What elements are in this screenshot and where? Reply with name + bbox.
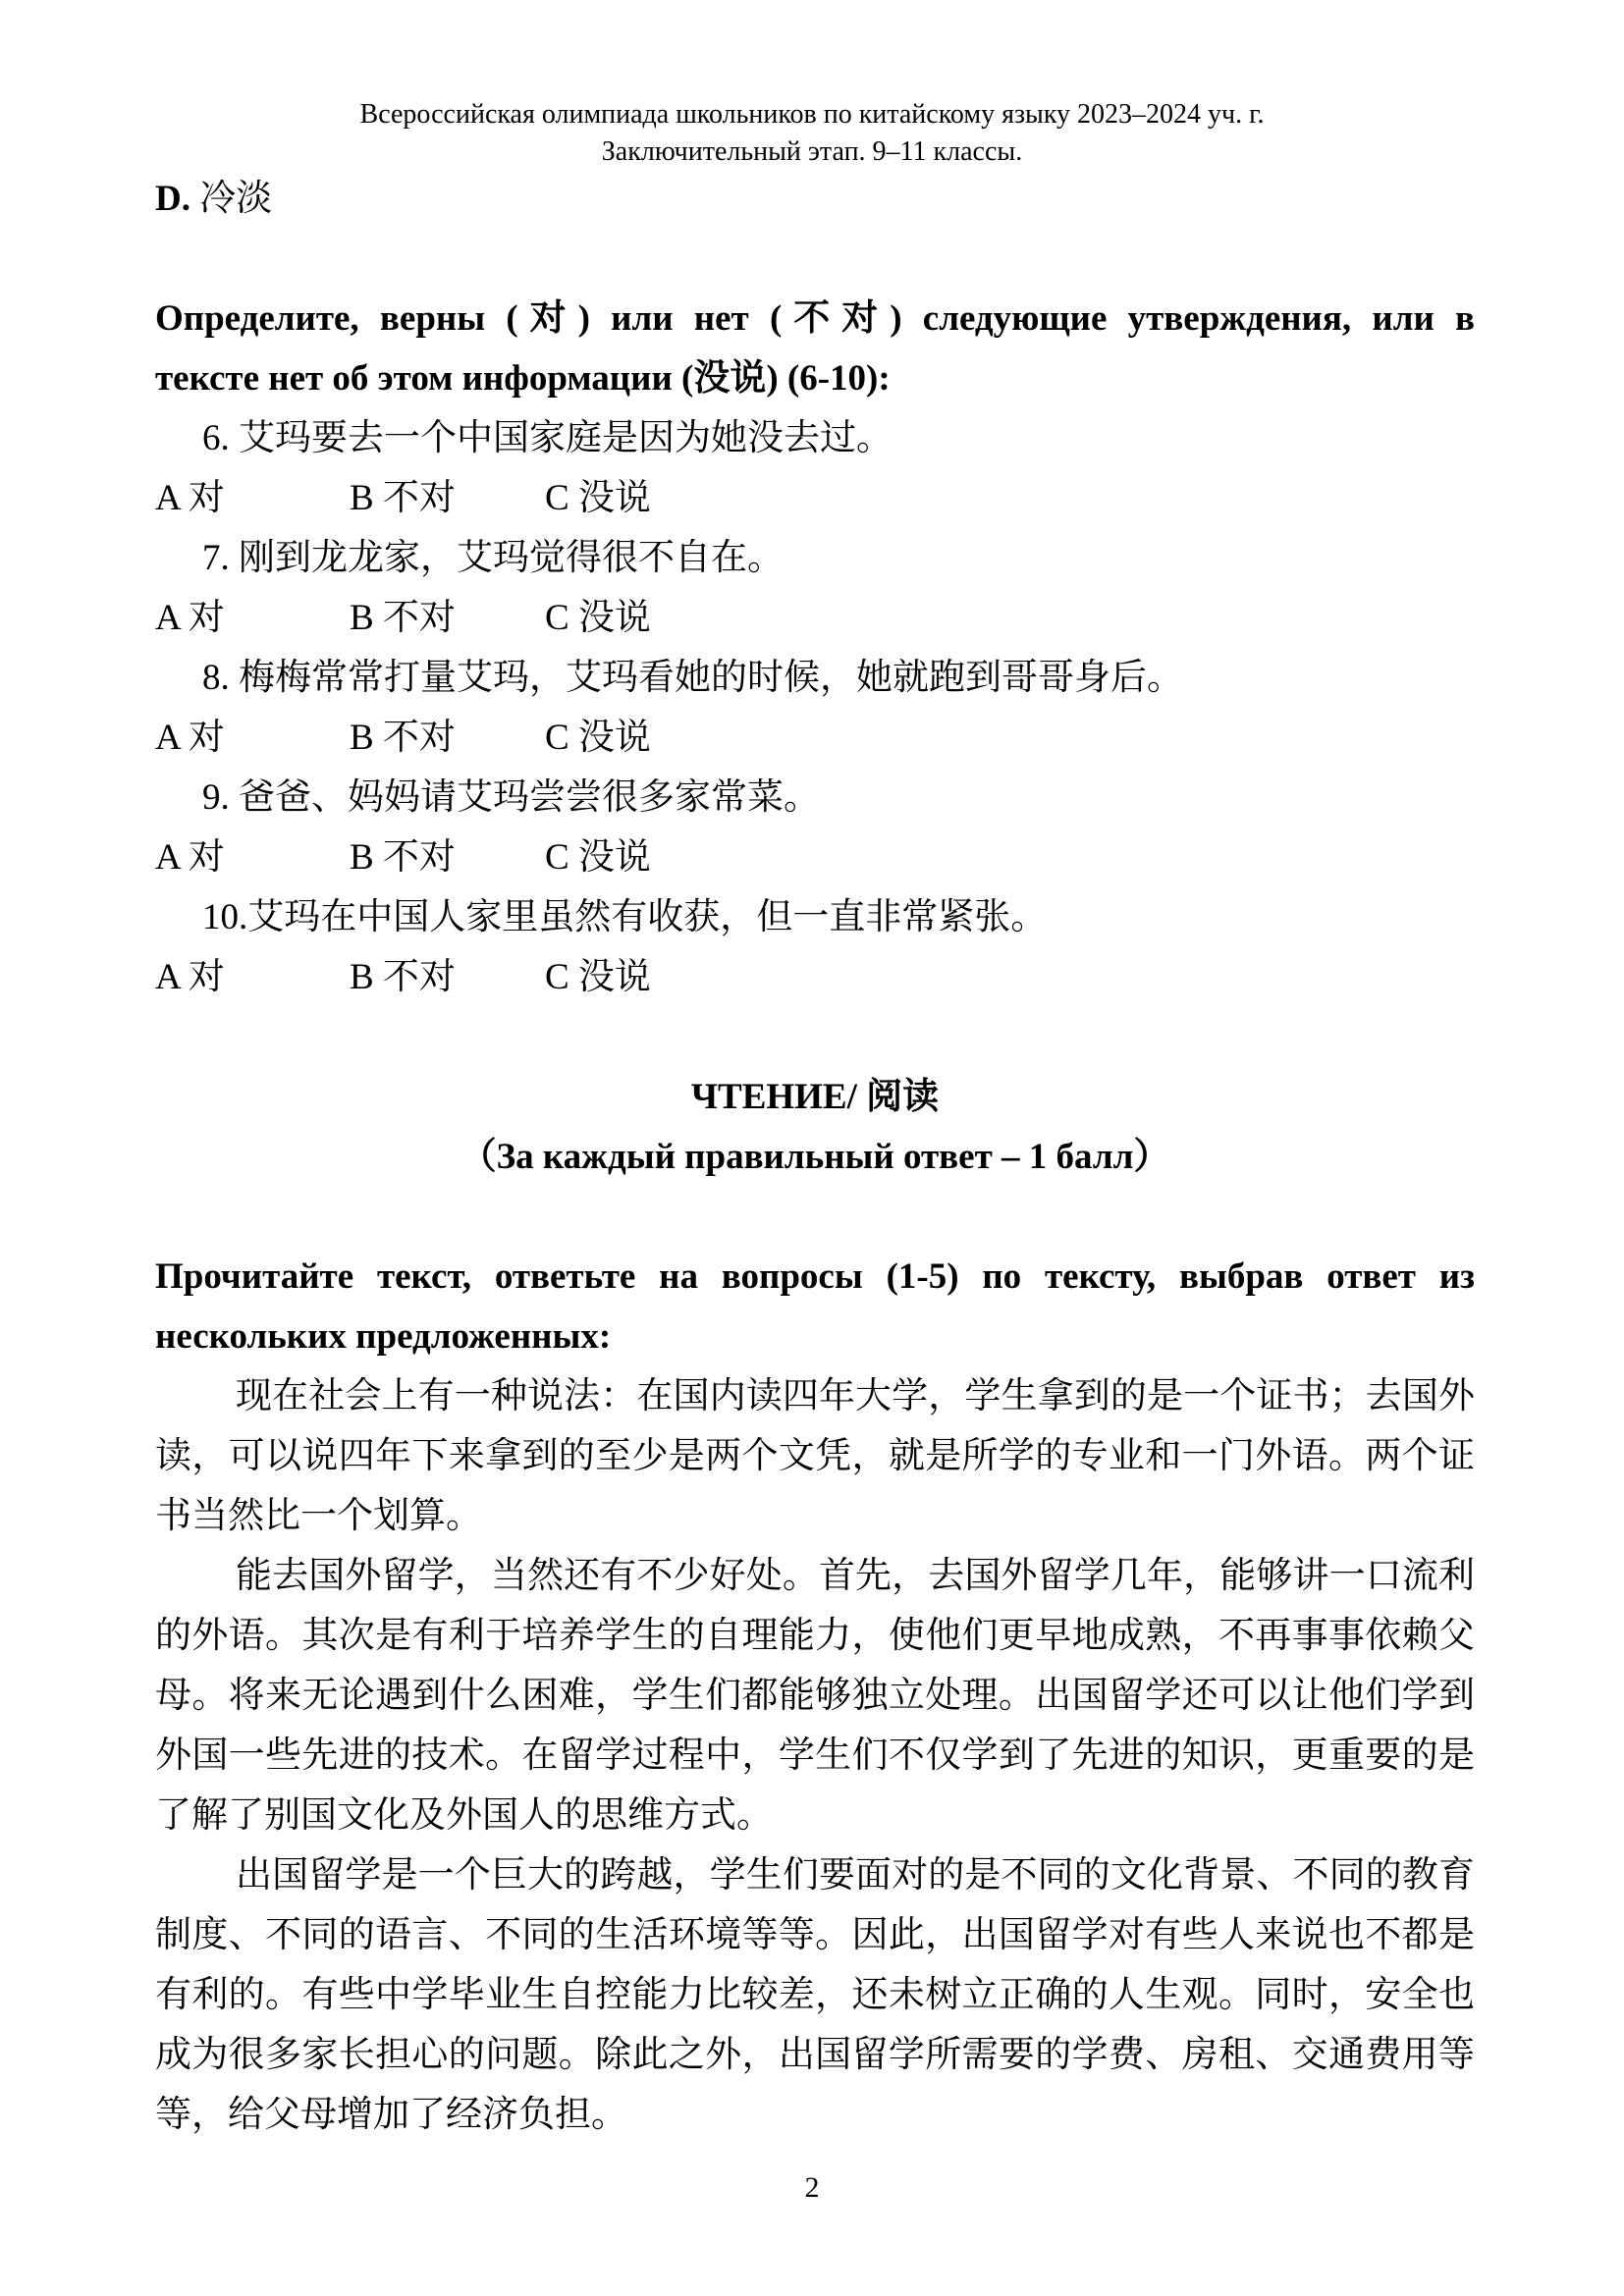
option-b: B 不对 [350, 478, 456, 518]
reading-section-subtitle: （За каждый правильный ответ – 1 балл） [460, 1137, 1170, 1177]
tf-question-block [155, 768, 1475, 887]
reading-paragraph-2: 能去国外留学，当然还有不少好处。首先，去国外留学几年，能够讲一口流利的外语。其次是有利于培养学生的自理能力，使他们更早地成熟，不再事事依赖父母。将来无论遇到什么困难，学生们都能够独立处理。出国留学还可以让他们学到外国一些先进的技术。在留学过程中，学生们不仅学到了先进的知识，更重要的是了解了别国文化及外国人的思维方式。 [155, 1556, 1475, 1836]
tf-question-block [155, 648, 1475, 768]
reading-paragraph-1: 现在社会上有一种说法：在国内读四年大学，学生拿到的是一个证书；去国外读，可以说四年下来拿到的至少是两个文凭，就是所学的专业和一门外语。两个证书当然比一个划算。 [155, 1376, 1475, 1536]
option-b: B 不对 [350, 718, 456, 758]
tf-instruction-line-1: Определите, верны (对) или нет (不对) следующие утверждения, или в [155, 298, 1475, 339]
answer-options-9 [155, 828, 1475, 887]
option-a: A 对 [155, 478, 225, 518]
reading-section-title: ЧТЕНИЕ/ 阅读 [690, 1077, 940, 1117]
tf-question-block [155, 887, 1475, 1007]
option-a: A 对 [155, 837, 225, 878]
tf-question-7: 7. 刚到龙龙家，艾玛觉得很不自在。 [202, 538, 784, 578]
option-c: C 没说 [545, 718, 651, 758]
header-olympiad-title: Всероссийская олимпиада школьников по китайскому языку 2023–2024 уч. г. [359, 99, 1265, 130]
header-stage: Заключительный этап. 9–11 классы. [601, 136, 1023, 167]
tf-question-10: 10.艾玛在中国人家里虽然有收获，但一直非常紧张。 [202, 897, 1048, 937]
tf-question-8: 8. 梅梅常常打量艾玛，艾玛看她的时候，她就跑到哥哥身后。 [202, 658, 1183, 698]
reading-instruction-line-2: нескольких предложенных: [155, 1316, 612, 1357]
answer-options-8 [155, 708, 1475, 768]
reading-instruction-line-1: Прочитайте текст, ответьте на вопросы (1-5) по тексту, выбрав ответ из [155, 1256, 1475, 1297]
page-number: 2 [804, 2171, 820, 2204]
tf-question-6: 6. 艾玛要去一个中国家庭是因为她没去过。 [202, 418, 893, 458]
page-header [0, 96, 1624, 171]
option-c: C 没说 [545, 957, 651, 997]
tf-question-block [155, 528, 1475, 648]
option-b: B 不对 [350, 957, 456, 997]
option-b: B 不对 [350, 837, 456, 878]
option-a: A 对 [155, 957, 225, 997]
option-text: 冷淡 [189, 179, 273, 219]
page-content [155, 169, 1475, 2145]
option-c: C 没说 [545, 598, 651, 638]
answer-options-7 [155, 588, 1475, 648]
reading-paragraph-3: 出国留学是一个巨大的跨越，学生们要面对的是不同的文化背景、不同的教育制度、不同的语言、不同的生活环境等等。因此，出国留学对有些人来说也不都是有利的。有些中学毕业生自控能力比较差，还未树立正确的人生观。同时，安全也成为很多家长担心的问题。除此之外，出国留学所需要的学费、房租、交通费用等等，给父母增加了经济负担。 [155, 1855, 1475, 2135]
previous-question-option-d [155, 169, 1475, 229]
option-letter: D. [155, 179, 190, 219]
option-a: A 对 [155, 718, 225, 758]
option-a: A 对 [155, 598, 225, 638]
answer-options-6 [155, 468, 1475, 528]
tf-question-9: 9. 爸爸、妈妈请艾玛尝尝很多家常菜。 [202, 777, 820, 818]
option-c: C 没说 [545, 478, 651, 518]
answer-options-10 [155, 947, 1475, 1007]
option-b: B 不对 [350, 598, 456, 638]
tf-instruction-line-2: тексте нет об этом информации (没说) (6-10): [155, 358, 891, 399]
option-c: C 没说 [545, 837, 651, 878]
tf-question-block [155, 408, 1475, 528]
